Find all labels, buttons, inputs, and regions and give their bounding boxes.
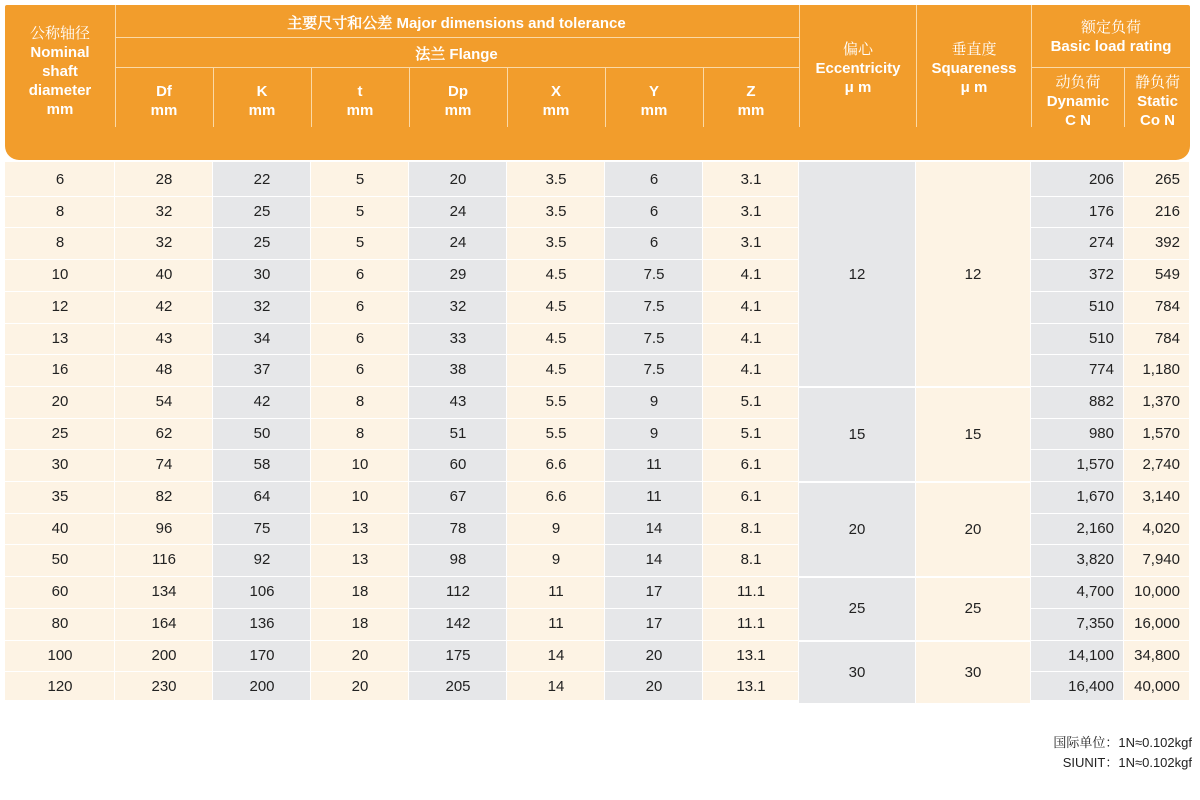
table-cell: 6 [649, 234, 659, 252]
table-cell: 25 [253, 234, 271, 252]
header-eccentricity [800, 38, 916, 98]
table-cell: 30 [51, 456, 69, 474]
header-divider [115, 5, 116, 127]
table-cell: 4.5 [545, 266, 567, 284]
table-cell: 92 [253, 551, 271, 569]
header-divider [1124, 67, 1125, 127]
table-cell: 216 [1154, 202, 1180, 220]
header-sq-cn: 垂直度 [951, 40, 997, 58]
table-cell: 142 [445, 614, 471, 632]
table-cell: 10,000 [1134, 583, 1180, 601]
header-dyn-en: Dynamic [1046, 92, 1110, 110]
header-stat-unit: Co N [1140, 111, 1175, 129]
header-load-en: Basic load rating [1050, 38, 1172, 55]
table-cell: 32 [449, 297, 467, 315]
table-cell: 4.1 [740, 329, 762, 347]
table-cell: 60 [51, 583, 69, 601]
table-cell: 4.1 [740, 266, 762, 284]
table-cell: 265 [1154, 171, 1180, 188]
table-cell: 8.1 [740, 519, 762, 537]
table-cell: 64 [253, 488, 271, 505]
header-ecc-en: Eccentricity [815, 59, 901, 77]
eccentricity-cell: 12 [799, 164, 915, 386]
table-cell: 784 [1154, 329, 1180, 347]
table-cell: 4,020 [1142, 519, 1180, 537]
table-cell: 3,820 [1076, 551, 1114, 569]
table-cell: 7.5 [643, 329, 665, 347]
table-cell: 40,000 [1134, 678, 1180, 696]
table-cell: 9 [649, 392, 659, 410]
table-cell: 34 [253, 329, 271, 347]
header-divider [115, 37, 799, 38]
header-squareness [917, 38, 1031, 98]
header-flange: 法兰 Flange [415, 45, 498, 63]
table-cell: 7.5 [643, 361, 665, 379]
header-col-unit: mm [150, 102, 178, 119]
table-cell: 11.1 [736, 614, 766, 632]
header-load-cn: 额定负荷 [1080, 19, 1141, 36]
table-cell: 30 [253, 266, 271, 284]
table-cell: 40 [51, 519, 69, 537]
table-cell: 134 [151, 583, 177, 601]
table-cell: 4,700 [1076, 583, 1114, 601]
header-col-name: Dp [448, 83, 468, 100]
table-cell: 206 [1088, 171, 1114, 188]
table-cell: 17 [645, 614, 663, 632]
table-cell: 392 [1154, 234, 1180, 252]
table-cell: 51 [449, 424, 467, 442]
squareness-cell: 25 [916, 576, 1030, 639]
table-cell: 22 [253, 171, 271, 188]
header-dyn-unit: C N [1065, 111, 1091, 129]
table-cell: 6 [649, 202, 659, 220]
table-cell: 20 [51, 392, 69, 410]
table-cell: 230 [151, 678, 177, 696]
table-cell: 3.1 [740, 234, 762, 252]
squareness-cell: 15 [916, 386, 1030, 481]
table-cell: 4.5 [545, 297, 567, 315]
header-dynamic [1032, 72, 1124, 130]
table-cell: 16 [51, 361, 69, 379]
table-cell: 5 [355, 234, 365, 252]
header-divider [1031, 67, 1190, 68]
table-cell: 176 [1088, 202, 1114, 220]
table-cell: 7,940 [1142, 551, 1180, 569]
table-cell: 5 [355, 202, 365, 220]
header-divider [703, 68, 704, 127]
table-cell: 18 [351, 583, 369, 601]
table-cell: 38 [449, 361, 467, 379]
table-cell: 11.1 [736, 583, 766, 601]
table-cell: 6 [355, 297, 365, 315]
table-cell: 8 [355, 392, 365, 410]
table-cell: 1,670 [1076, 488, 1114, 505]
table-cell: 2,160 [1076, 519, 1114, 537]
header-col-name: Y [648, 83, 659, 100]
table-cell: 7,350 [1076, 614, 1114, 632]
table-cell: 6 [355, 329, 365, 347]
table-cell: 17 [645, 583, 663, 601]
table-cell: 510 [1088, 297, 1114, 315]
header-static [1125, 72, 1190, 130]
table-cell: 8 [55, 234, 65, 252]
table-cell: 20 [449, 171, 467, 188]
table-cell: 54 [155, 392, 173, 410]
table-cell: 4.1 [740, 361, 762, 379]
table-cell: 200 [249, 678, 275, 696]
table-cell: 20 [645, 678, 663, 696]
header-divider [115, 67, 799, 68]
table-cell: 42 [155, 297, 173, 315]
header-col-unit: mm [640, 102, 668, 119]
table-cell: 4.5 [545, 361, 567, 379]
table-cell: 35 [51, 488, 69, 505]
table-cell: 14,100 [1068, 646, 1114, 664]
table-cell: 11 [548, 583, 564, 601]
header-divider [213, 68, 214, 127]
table-cell: 20 [351, 646, 369, 664]
header-col-name: Z [746, 83, 756, 100]
header-col-df [115, 80, 213, 122]
table-cell: 24 [449, 202, 467, 220]
table-cell: 8.1 [740, 551, 762, 569]
table-cell: 5.1 [740, 424, 762, 442]
table-cell: 50 [51, 551, 69, 569]
header-sq-unit: μ m [960, 78, 988, 96]
header-divider [311, 68, 312, 127]
table-cell: 13 [351, 519, 369, 537]
table-cell: 5 [355, 171, 365, 188]
header-col-unit: mm [346, 102, 374, 119]
table-cell: 32 [253, 297, 271, 315]
table-cell: 82 [155, 488, 173, 505]
squareness-cell: 30 [916, 640, 1030, 703]
table-cell: 32 [155, 234, 173, 252]
table-cell: 784 [1154, 297, 1180, 315]
table-cell: 4.5 [545, 329, 567, 347]
table-cell: 980 [1088, 424, 1114, 442]
table-cell: 25 [253, 202, 271, 220]
header-ecc-cn: 偏心 [842, 40, 873, 58]
table-cell: 14 [645, 551, 663, 569]
table-cell: 774 [1088, 361, 1114, 379]
header-divider [799, 5, 800, 127]
table-cell: 75 [253, 519, 271, 537]
table-cell: 11 [646, 488, 662, 505]
header-shaft-en1: Nominal [30, 43, 90, 61]
table-cell: 80 [51, 614, 69, 632]
table-cell: 3.5 [545, 234, 567, 252]
header-col-name: X [550, 83, 561, 100]
table-cell: 32 [155, 202, 173, 220]
table-cell: 13 [51, 329, 69, 347]
table-cell: 37 [253, 361, 271, 379]
table-cell: 200 [151, 646, 177, 664]
header-col-x [507, 80, 605, 122]
table-cell: 42 [253, 392, 271, 410]
table-cell: 9 [551, 519, 561, 537]
table-cell: 43 [155, 329, 173, 347]
table-cell: 33 [449, 329, 467, 347]
header-major-dimensions: 主要尺寸和公差 Major dimensions and tolerance [287, 14, 626, 32]
table-cell: 10 [351, 488, 369, 505]
table-cell: 13.1 [736, 678, 766, 696]
table-cell: 16,400 [1068, 678, 1114, 696]
table-cell: 136 [249, 614, 275, 632]
table-cell: 12 [51, 297, 69, 315]
header-ecc-unit: μ m [844, 78, 872, 96]
table-cell: 100 [47, 646, 73, 664]
table-cell: 13.1 [736, 646, 766, 664]
table-cell: 3,140 [1142, 488, 1180, 505]
header-divider [605, 68, 606, 127]
eccentricity-cell: 25 [799, 576, 915, 639]
table-cell: 8 [55, 202, 65, 220]
header-stat-cn: 静负荷 [1134, 73, 1180, 91]
table-cell: 10 [351, 456, 369, 474]
table-cell: 78 [449, 519, 467, 537]
table-cell: 9 [649, 424, 659, 442]
header-divider [409, 68, 410, 127]
table-cell: 7.5 [643, 297, 665, 315]
table-cell: 24 [449, 234, 467, 252]
table-cell: 14 [645, 519, 663, 537]
unit-note-en: SIUNIT：1N≈0.102kgf [1062, 755, 1192, 770]
table-cell: 5.5 [545, 392, 567, 410]
eccentricity-cell: 15 [799, 386, 915, 481]
table-cell: 1,570 [1076, 456, 1114, 474]
table-cell: 112 [446, 583, 470, 601]
header-stat-en: Static [1137, 92, 1178, 110]
table-cell: 1,180 [1142, 361, 1180, 379]
header-col-unit: mm [737, 102, 765, 119]
table-cell: 2,740 [1142, 456, 1180, 474]
eccentricity-cell: 20 [799, 481, 915, 576]
table-cell: 164 [151, 614, 177, 632]
table-cell: 50 [253, 424, 271, 442]
table-cell: 58 [253, 456, 271, 474]
table-cell: 40 [155, 266, 173, 284]
header-col-k [213, 80, 311, 122]
header-shaft-diameter [5, 12, 115, 130]
header-col-name: K [256, 83, 268, 100]
table-cell: 116 [152, 551, 176, 569]
table-cell: 9 [551, 551, 561, 569]
table-cell: 96 [155, 519, 173, 537]
squareness-cell: 12 [916, 164, 1030, 386]
table-cell: 14 [547, 646, 565, 664]
header-col-name: Df [156, 83, 172, 100]
header-col-dp [409, 80, 507, 122]
unit-note-cn: 国际单位：1N≈0.102kgf [1053, 735, 1192, 750]
table-cell: 274 [1088, 234, 1114, 252]
header-col-z [703, 80, 799, 122]
table-cell: 25 [51, 424, 69, 442]
header-col-unit: mm [248, 102, 276, 119]
table-cell: 11 [548, 614, 564, 632]
table-cell: 120 [47, 678, 73, 696]
header-col-unit: mm [444, 102, 472, 119]
table-cell: 60 [449, 456, 467, 474]
table-cell: 5.5 [545, 424, 567, 442]
table-cell: 74 [155, 456, 173, 474]
table-cell: 18 [351, 614, 369, 632]
table-cell: 882 [1088, 392, 1114, 410]
squareness-cell: 20 [916, 481, 1030, 576]
table-cell: 3.1 [740, 202, 762, 220]
table-cell: 175 [445, 646, 471, 664]
table-cell: 5.1 [740, 392, 762, 410]
header-col-unit: mm [542, 102, 570, 119]
header-col-y [605, 80, 703, 122]
header-shaft-cn: 公称轴径 [29, 24, 90, 42]
table-cell: 48 [155, 361, 173, 379]
table-cell: 6 [355, 361, 365, 379]
header-basic-load-rating [1032, 16, 1190, 58]
table-cell: 6 [55, 171, 65, 188]
table-cell: 4.1 [740, 297, 762, 315]
table-cell: 170 [249, 646, 275, 664]
header-divider [507, 68, 508, 127]
table-cell: 16,000 [1134, 614, 1180, 632]
table-cell: 6 [649, 171, 659, 188]
header-sq-en: Squareness [931, 59, 1017, 77]
header-shaft-en3: diameter [28, 81, 92, 99]
header-divider [1031, 5, 1032, 127]
table-cell: 11 [646, 456, 662, 474]
header-dyn-cn: 动负荷 [1055, 73, 1101, 91]
table-cell: 20 [645, 646, 663, 664]
header-shaft-unit: mm [46, 100, 74, 118]
table-cell: 6.6 [545, 488, 567, 505]
table-cell: 549 [1154, 266, 1180, 284]
table-cell: 6.1 [740, 488, 762, 505]
table-cell: 6 [355, 266, 365, 284]
table-cell: 10 [51, 266, 69, 284]
table-cell: 62 [155, 424, 173, 442]
table-cell: 372 [1088, 266, 1114, 284]
table-cell: 8 [355, 424, 365, 442]
table-cell: 6.1 [740, 456, 762, 474]
header-divider [916, 5, 917, 127]
header-col-t [311, 80, 409, 122]
eccentricity-cell: 30 [799, 640, 915, 703]
table-cell: 20 [351, 678, 369, 696]
table-cell: 3.1 [740, 171, 762, 188]
table-cell: 6.6 [545, 456, 567, 474]
table-cell: 14 [547, 678, 565, 696]
header-shaft-en2: shaft [42, 62, 78, 80]
table-cell: 29 [449, 266, 467, 284]
table-cell: 28 [155, 171, 173, 188]
table-cell: 3.5 [545, 202, 567, 220]
table-cell: 106 [249, 583, 275, 601]
table-cell: 98 [449, 551, 467, 569]
table-cell: 67 [449, 488, 467, 505]
table-cell: 13 [351, 551, 369, 569]
table-cell: 7.5 [643, 266, 665, 284]
table-cell: 3.5 [545, 171, 567, 188]
table-cell: 1,370 [1142, 392, 1180, 410]
table-cell: 34,800 [1134, 646, 1180, 664]
table-cell: 205 [445, 678, 471, 696]
table-cell: 510 [1088, 329, 1114, 347]
header-col-name: t [357, 83, 363, 100]
table-cell: 43 [449, 392, 467, 410]
table-cell: 1,570 [1142, 424, 1180, 442]
